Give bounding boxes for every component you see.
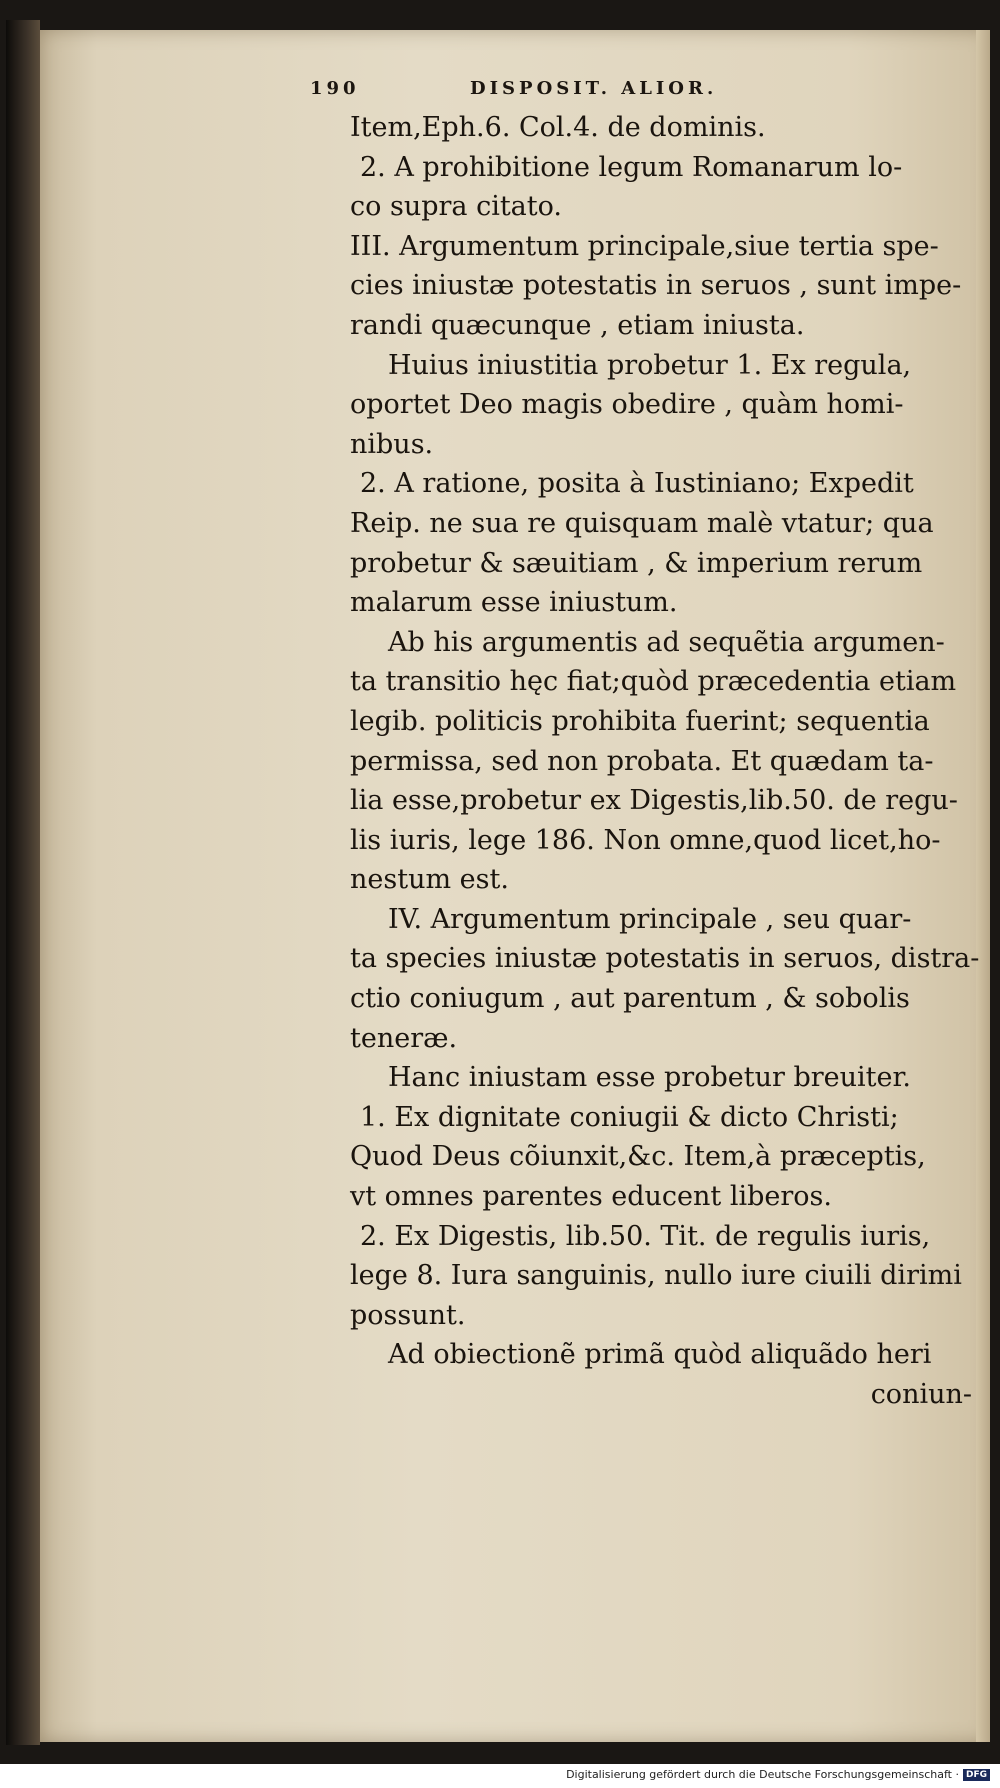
running-head: DISPOSIT. ALIOR. bbox=[470, 78, 718, 99]
text-line: randi quæcunque , etiam iniusta. bbox=[350, 309, 805, 341]
text-line: Quod Deus cõiunxit,&c. Item,à præceptis, bbox=[350, 1141, 926, 1173]
text-line: oportet Deo magis obedire , quàm homi- bbox=[350, 389, 904, 421]
text-line: permissa, sed non probata. Et quædam ta- bbox=[350, 745, 934, 777]
text-line: lege 8. Iura sanguinis, nullo iure ciuili dirimi bbox=[350, 1260, 962, 1292]
text-line: teneræ. bbox=[350, 1022, 458, 1054]
text-line: cies iniustæ potestatis in seruos , sunt impe- bbox=[350, 270, 962, 302]
book-binding bbox=[6, 20, 40, 1745]
digitization-footer bbox=[566, 1768, 990, 1781]
footer-credit: Digitalisierung gefördert durch die Deutsche Forschungsgemeinschaft · bbox=[566, 1768, 959, 1781]
text-line: 2. A ratione, posita à Iustiniano; Expedit bbox=[360, 468, 914, 500]
text-line: Hanc iniustam esse probetur breuiter. bbox=[388, 1062, 912, 1094]
text-line: lia esse,probetur ex Digestis,lib.50. de regu- bbox=[350, 785, 958, 817]
text-line: nibus. bbox=[350, 428, 434, 460]
dfg-logo: DFG bbox=[963, 1769, 990, 1781]
text-line: Item,Eph.6. Col.4. de dominis. bbox=[350, 112, 766, 143]
text-line: III. Argumentum principale,siue tertia spe- bbox=[350, 230, 939, 262]
text-line: Ad obiectionẽ primã quòd aliquãdo heri bbox=[388, 1339, 932, 1371]
text-line: Ab his argumentis ad sequẽtia argumen- bbox=[388, 626, 945, 658]
text-line: Reip. ne sua re quisquam malè vtatur; qua bbox=[350, 507, 934, 539]
text-line: malarum esse iniustum. bbox=[350, 587, 678, 619]
text-line: probetur & sæuitiam , & imperium rerum bbox=[350, 547, 923, 579]
text-block bbox=[350, 108, 980, 1415]
text-line: ctio coniugum , aut parentum , & sobolis bbox=[350, 983, 910, 1015]
text-line: co supra citato. bbox=[350, 191, 562, 223]
text-line: IV. Argumentum principale , seu quar- bbox=[388, 903, 912, 935]
text-line: legib. politicis prohibita fuerint; sequentia bbox=[350, 705, 930, 737]
text-line: lis iuris, lege 186. Non omne,quod licet,ho- bbox=[350, 824, 941, 856]
text-line: vt omnes parentes educent liberos. bbox=[350, 1181, 832, 1213]
text-line: nestum est. bbox=[350, 864, 509, 896]
text-line: coniun- bbox=[870, 1379, 972, 1410]
text-line: 1. Ex dignitate coniugii & dicto Christi; bbox=[360, 1101, 899, 1133]
text-line: 2. Ex Digestis, lib.50. Tit. de regulis iuris, bbox=[360, 1220, 931, 1252]
text-line: 2. A prohibitione legum Romanarum lo- bbox=[360, 151, 903, 183]
text-line: possunt. bbox=[350, 1299, 466, 1331]
page-number: 190 bbox=[310, 78, 360, 99]
text-line: Huius iniustitia probetur 1. Ex regula, bbox=[388, 349, 912, 381]
text-line: ta transitio hęc fiat;quòd præcedentia etiam bbox=[350, 666, 957, 698]
text-line: ta species iniustæ potestatis in seruos, distra- bbox=[350, 943, 980, 975]
